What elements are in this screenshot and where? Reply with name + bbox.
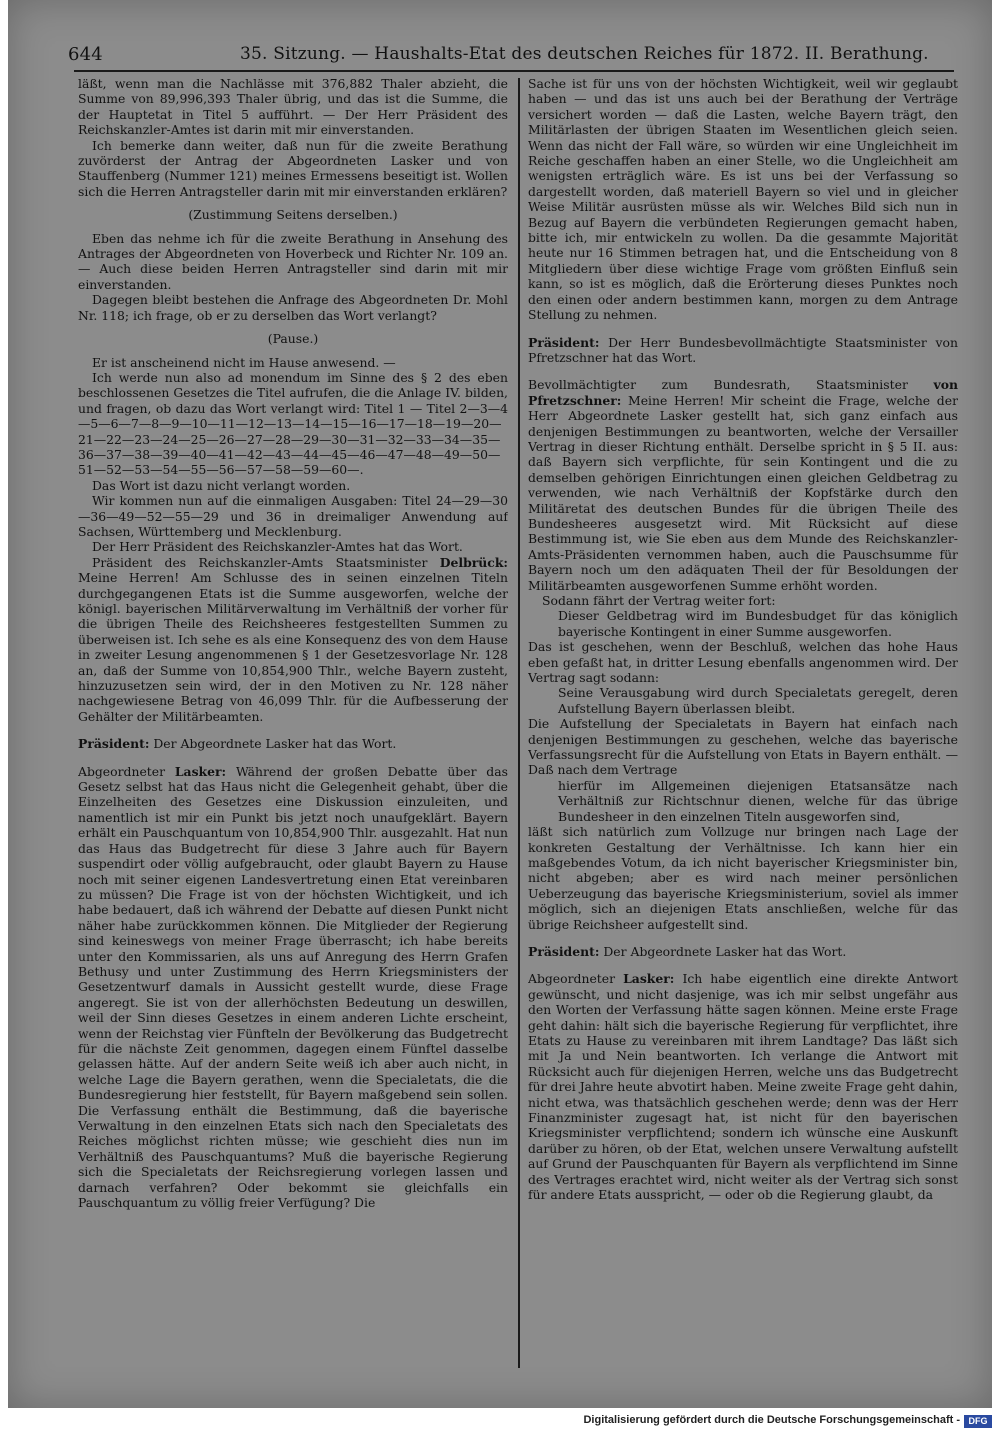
header-rule: [74, 70, 954, 72]
speech-text: Ich habe eigentlich eine direkte Antwort gewünscht, und nicht dasjenige, was ich mir selbst ungefähr aus den Worten der Verfassung hätte sagen können. Meine erste Frage geht dahin: hält sich die bayerische Regierung für verpflichtet, ihre Etats zu Hause zu vereinbaren mit ihrem Landtage? Das läßt sich mit Ja und Nein beantworten. Ich verlange die Antwort mit Rücksicht auch für diejenigen Herren, welche uns das Budgetrecht für drei Jahre heute abvotirt haben. Meine zweite Frage geht dahin, nicht etwa, was thatsächlich geschehen werde; denn was der Herr Finanzminister zugesagt hat, ist nicht für den bayerischen Kriegsminister verpflichtend; sondern ich wünsche eine Auskunft darüber zu hören, ob der Etat, welchen unsere Verwaltung aufstellt auf Grund der Pauschquanten für Bayern als verpflichtend im Sinne des Vertrages erachtet wird, nicht weiter als der Vertrag sich sonst für andere Etats ausspricht, — oder ob die Regierung glaubt, da: [528, 971, 958, 1203]
left-column: [78, 76, 508, 1376]
paragraph: Eben das nehme ich für die zweite Berathung in Ansehung des Antrages der Abgeordneten von Hoverbeck und Richter Nr. 109 an. — Auch diese beiden Herren Antragsteller sind darin mit mir einverstanden.: [78, 230, 508, 292]
funding-credit: Digitalisierung gefördert durch die Deutsche Forschungsgemeinschaft -: [583, 1414, 960, 1426]
column-divider: [518, 78, 520, 1368]
paragraph: Ich werde nun also ad monendum im Sinne des § 2 des eben beschlossenen Gesetzes die Titel aufrufen, die die Anlage IV. bilden, und fragen, ob dazu das Wort verlangt wird: Titel 1 — Titel 2—3—4—5—6—7—8—9—10—11—12—13—14—15—16—17—18—19—20—21—22—23—24—25—26—27—28—29—30—31—32—33—34—35—36—37—38—39—40—41—42—43—44—45—46—47—48—49—50—51—52—53—54—55—56—57—58—59—60—.: [78, 369, 508, 478]
paragraph: Der Herr Präsident des Reichskanzler-Amtes hat das Wort.: [92, 539, 463, 555]
stage-direction: (Zustimmung Seitens derselben.): [188, 207, 398, 223]
paragraph: läßt sich natürlich zum Vollzuge nur bringen nach Lage der konkreten Gestaltung der Verhältnisse. Ich kann hier ein maßgebendes Votum, da ich nicht bayerischer Kriegsminister bin, nicht abgeben; aber es wird nach meiner persönlichen Ueberzeugung das bayerische Kriegsministerium, soviel als immer möglich, sich an diejenigen Etats anschließen, welche für das übrige Reichsheer aufgestellt sind.: [528, 824, 958, 932]
paragraph: Wir kommen nun auf die einmaligen Ausgaben: Titel 24—29—30—36—49—52—55—29 und 36 in dreimaliger Anwendung auf Sachsen, Württemberg und Mecklenburg.: [78, 493, 508, 539]
speech: [528, 944, 958, 959]
speaker-name: Lasker:: [174, 763, 227, 779]
quotation: Dieser Geldbetrag wird im Bundesbudget für das königlich bayerische Kontingent in einer Summe ausgeworfen.: [558, 608, 958, 639]
footer: [0, 1414, 1000, 1432]
speaker-name: Präsident:: [528, 334, 600, 350]
paragraph: Ich bemerke dann weiter, daß nun für die zweite Berathung zuvörderst der Antrag der Abgeordneten Lasker und von Stauffenberg (Nummer 121) meines Ermessens beseitigt ist. Wollen sich die Herren Antragsteller darin mit mir einverstanden erklären?: [78, 137, 508, 199]
right-column: [528, 76, 958, 1376]
speech: [78, 764, 508, 1211]
speaker-name: von Pfretzschner:: [528, 377, 958, 408]
dfg-logo: DFG: [964, 1415, 992, 1428]
page-number: 644: [68, 44, 103, 65]
quotation: hierfür im Allgemeinen diejenigen Etatsansätze nach Verhältniß zur Richtschnur dienen, welche für das übrige Bundesheer in den einzelnen Titeln ausgeworfen sind,: [558, 777, 958, 824]
speech-text: Meine Herren! Am Schlusse des in seinen einzelnen Titeln durchgegangenen Etats ist die Summe ausgeworfen, welche der königl. bayerischen Militärverwaltung im Verhältniß der vorher für die übrigen Theile des Reichsheeres festgestellten Summen zu überweisen ist. Ich sehe es als eine Konsequenz des von dem Hause in zweiter Lesung angenommenen § 1 der Gesetzesvorlage Nr. 128 an, daß der Summe von 10,854,900 Thlr., welche Bayern zusteht, hinzuzusetzen sein wird, der in den Motiven zu Nr. 128 näher nachgewiesene Betrag von 46,099 Thlr. für die Aufbesserung der Gehälter der Militärbeamten.: [78, 570, 508, 724]
speech: [528, 971, 958, 1202]
paragraph: Sodann fährt der Vertrag weiter fort:: [542, 593, 776, 608]
speaker-prefix: Abgeordneter: [78, 763, 166, 779]
speech-text: Während der großen Debatte über das Gesetz selbst hat das Haus nicht die Gelegenheit gehabt, über die Einzelheiten des Gesetzes eine Diskussion einzuleiten, und namentlich ist mir ein Punkt bis jetzt noch unaufgeklärt. Bayern erhält ein Pauschquantum von 10,854,900 Thlr. ausgezahlt. Hat nun das Haus das Budgetrecht für diese 3 Jahre auch für Bayern suspendirt oder völlig aufgebraucht, oder glaubt Bayern zu Hause noch mit seiner eigenen Landesvertretung einen Etat vereinbaren zu müssen? Die Frage ist von der höchsten Wichtigkeit, und ich habe bedauert, daß ich während der Debatte auf diesen Punkt nicht näher habe zurückkommen können. Die Mitglieder der Regierung sind keineswegs von meiner Frage überrascht; ich habe bereits unter den Kommissarien, als uns auf Anregung des Herrn Grafen Bethusy und unter Zustimmung des Herrn Kriegsministers der Gesetzentwurf damals in Aussicht gestellt wurde, diese Frage angeregt. Sie ist von der allerhöchsten Bedeutung un deswillen, weil der Sinn dieses Gesetzes in einem anderen Lichte erscheint, wenn der Reichstag vier Fünfteln der Bevölkerung das Budgetrecht für die nächste Zeit genommen, dagegen einem Fünftel dasselbe gelassen hätte. Auf der andern Seite weiß ich aber auch nicht, in welche Lage die Bayern gerathen, wenn die Specialetats, die die Bundesregierung hier feststellt, für Bayern maßgebend sein sollen. Die Verfassung enthält die Bestimmung, daß die bayerische Verwaltung in den einzelnen Etats sich nach den Specialetats des Reiches möglichst richten müsse; wie geschieht dies nun im Verhältniß des Pauschquantums? Muß die bayerische Regierung sich die Specialetats der Reichsregierung vorlegen lassen und darnach verfahren? Oder bekommt sie gleichfalls ein Pauschquantum zu völlig freier Verfügung? Die: [78, 763, 508, 1211]
running-title: 35. Sitzung. — Haushalts-Etat des deutschen Reiches für 1872. II. Berathung.: [240, 44, 929, 64]
speech-text: Der Abgeordnete Lasker hat das Wort.: [153, 736, 397, 752]
paragraph: Er ist anscheinend nicht im Hause anwesend. —: [92, 354, 396, 370]
speech: [528, 335, 958, 366]
speech-text: Meine Herren! Mir scheint die Frage, welche der Herr Abgeordnete Lasker gestellt hat, sich ganz einfach aus denjenigen Bestimmungen zu beantworten, welche der Versailler Vertrag in dieser Richtung enthält. Derselbe spricht in § 5 II. aus: daß Bayern sich verpflichte, für sein Kontingent und die zu demselben gehörigen Einrichtungen einen gleichen Geldbetrag zu verwenden, wie nach Verhältniß der Kopfstärke durch den Militäretat des deutschen Bundes für die übrigen Theile des Bundesheeres ausgesetzt wird. Mit Rücksicht auf diese Bestimmung ist, wie Sie eben aus dem Munde des Reichskanzler-Amts-Präsidenten vernommen haben, auch die Pauschsumme für Bayern noch um den adäquaten Theil der für Besoldungen der Militärbeamten ausgeworfenen Summe erhöht worden.: [528, 392, 958, 593]
speaker-prefix: Bevollmächtigter zum Bundesrath, Staatsminister: [528, 377, 908, 393]
speech: [528, 377, 958, 593]
speech-text: Der Abgeordnete Lasker hat das Wort.: [603, 943, 847, 959]
paragraph: Dagegen bleibt bestehen die Anfrage des Abgeordneten Dr. Mohl Nr. 118; ich frage, ob er zu derselben das Wort verlangt?: [78, 292, 508, 323]
speaker-prefix: Abgeordneter: [528, 971, 616, 987]
page-header: [68, 40, 948, 70]
speech-text: Der Herr Bundesbevollmächtigte Staatsminister von Pfretzschner hat das Wort.: [528, 334, 958, 365]
speech: [78, 555, 508, 724]
paragraph: läßt, wenn man die Nachlässe mit 376,882 Thaler abzieht, die Summe von 89,996,393 Thaler übrig, und das ist die Summe, die der Hauptetat in Titel 5 aufführt. — Der Herr Präsident des Reichskanzler-Amtes ist darin mit mir einverstanden.: [78, 76, 508, 138]
speaker-name: Delbrück:: [439, 554, 508, 570]
speaker-prefix: Präsident des Reichskanzler-Amts Staatsminister: [92, 554, 428, 570]
quotation: Seine Verausgabung wird durch Specialetats geregelt, deren Aufstellung Bayern überlassen bleibt.: [558, 685, 958, 716]
paragraph: Die Aufstellung der Specialetats in Bayern hat einfach nach denjenigen Bestimmungen zu geschehen, welche das bayerische Verfassungsrecht für die Aufstellung von Etats in Bayern enthält. — Daß nach dem Vertrage: [528, 716, 958, 778]
scanned-page: [8, 0, 992, 1408]
speaker-name: Lasker:: [623, 971, 675, 987]
speech: [78, 736, 508, 751]
speaker-name: Präsident:: [528, 943, 600, 959]
paragraph: Das ist geschehen, wenn der Beschluß, welchen das hohe Haus eben gefaßt hat, in dritter Lesung ebenfalls angenommen wird. Der Vertrag sagt sodann:: [528, 639, 958, 686]
paragraph: Sache ist für uns von der höchsten Wichtigkeit, weil wir geglaubt haben — und das ist uns auch bei der Berathung der Verträge versichert worden — daß die Lasten, welche Bayern trägt, den Militärlasten der übrigen Staaten im Wesentlichen gleich seien. Wenn das nicht der Fall wäre, so würden wir eine Ungleichheit im Reiche geschaffen haben an einer Stelle, wo die Ungleichheit am wenigsten erträglich wäre. Es ist uns bei der Verfassung so dargestellt worden, daß materiell Bayern so viel und in gleicher Weise Militär ausrüsten müsse als wir. Welches Bild sich nun in Bezug auf Bayern die verbündeten Regierungen gemacht haben, bitte ich, mir entwickeln zu wollen. Da die gesammte Majorität heute nur 16 Stimmen betragen hat, und die Entscheidung von 8 Mitgliedern über diese wichtige Frage vom größten Einfluß sein kann, so ist es möglich, daß die Erörterung dieses Punktes noch den einen oder andern bestimmen kann, morgen zu dem Antrage Stellung zu nehmen.: [528, 76, 958, 323]
speaker-name: Präsident:: [78, 736, 150, 752]
stage-direction: (Pause.): [267, 331, 319, 347]
paragraph: Das Wort ist dazu nicht verlangt worden.: [92, 477, 351, 493]
